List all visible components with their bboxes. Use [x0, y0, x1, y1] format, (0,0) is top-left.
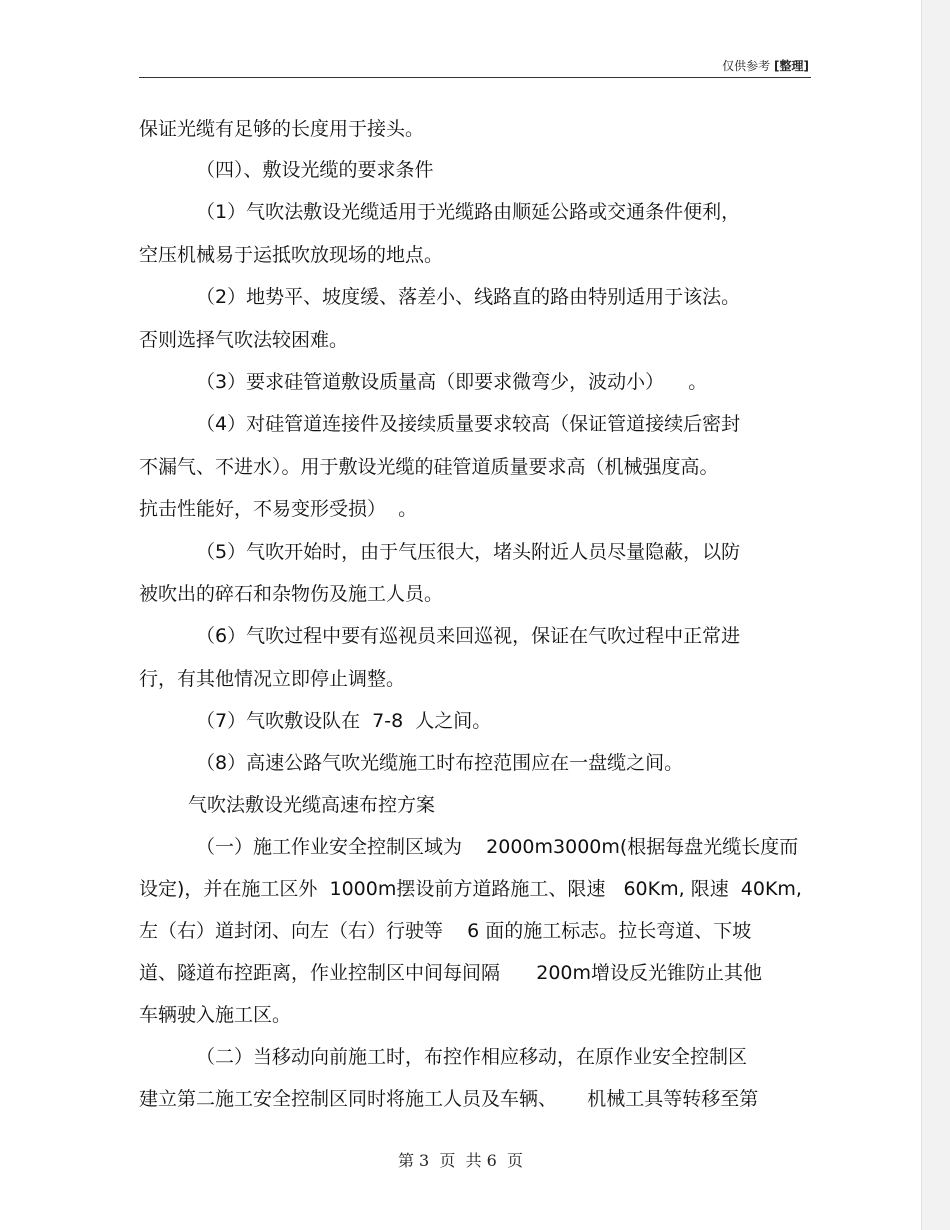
header-rule [139, 77, 811, 78]
body-line: 不漏气、不进水）。用于敷设光缆的硅管道质量要求高（机械强度高。 [139, 456, 719, 478]
body-line: （四）、敷设光缆的要求条件 [196, 159, 434, 181]
body-line: （6）气吹过程中要有巡视员来回巡视，保证在气吹过程中正常进 [196, 625, 741, 647]
header-label: 仅供参考 [722, 59, 771, 73]
body-line: 保证光缆有足够的长度用于接头。 [139, 118, 425, 140]
header-tag: [整理] [774, 59, 809, 73]
section-title: 气吹法敷设光缆高速布控方案 [188, 794, 436, 816]
body-line: （8）高速公路气吹光缆施工时布控范围应在一盘缆之间。 [196, 752, 684, 774]
body-line: （一）施工作业安全控制区域为 2000m3000m(根据每盘光缆长度而 [196, 836, 799, 858]
body-line: 道、隧道布控距离，作业控制区中间每间隔 200m增设反光锥防止其他 [139, 962, 763, 984]
body-line: 建立第二施工安全控制区同时将施工人员及车辆、 机械工具等转移至第 [139, 1088, 759, 1110]
body-line: 空压机械易于运抵吹放现场的地点。 [139, 244, 444, 266]
body-line: （4）对硅管道连接件及接续质量要求较高（保证管道接续后密封 [196, 413, 741, 435]
body-line: 否则选择气吹法较困难。 [139, 329, 349, 351]
body-line: （7）气吹敷设队在 7-8 人之间。 [196, 710, 492, 732]
body-line: 抗击性能好，不易变形受损） 。 [139, 498, 418, 520]
body-line: （1）气吹法敷设光缆适用于光缆路由顺延公路或交通条件便利， [196, 201, 741, 223]
body-line: （2）地势平、坡度缓、落差小、线路直的路由特别适用于该法。 [196, 286, 741, 308]
body-line: （3）要求硅管道敷设质量高（即要求微弯少，波动小） 。 [196, 371, 708, 393]
body-line: （二）当移动向前施工时，布控作相应移动，在原作业安全控制区 [196, 1046, 748, 1068]
body-line: 左（右）道封闭、向左（右）行驶等 6 面的施工标志。拉长弯道、下坡 [139, 920, 752, 942]
body-line: 车辆驶入施工区。 [139, 1004, 292, 1026]
body-line: 被吹出的碎石和杂物伤及施工人员。 [139, 583, 444, 605]
body-line: （5）气吹开始时，由于气压很大，堵头附近人员尽量隐蔽，以防 [196, 541, 741, 563]
page-header [722, 57, 809, 74]
body-line: 行，有其他情况立即停止调整。 [139, 668, 406, 690]
body-line: 设定)，并在施工区外 1000m摆设前方道路施工、限速 60Km, 限速 40Km, [139, 878, 802, 900]
page-footer: 第 3 页 共 6 页 [397, 1151, 524, 1170]
